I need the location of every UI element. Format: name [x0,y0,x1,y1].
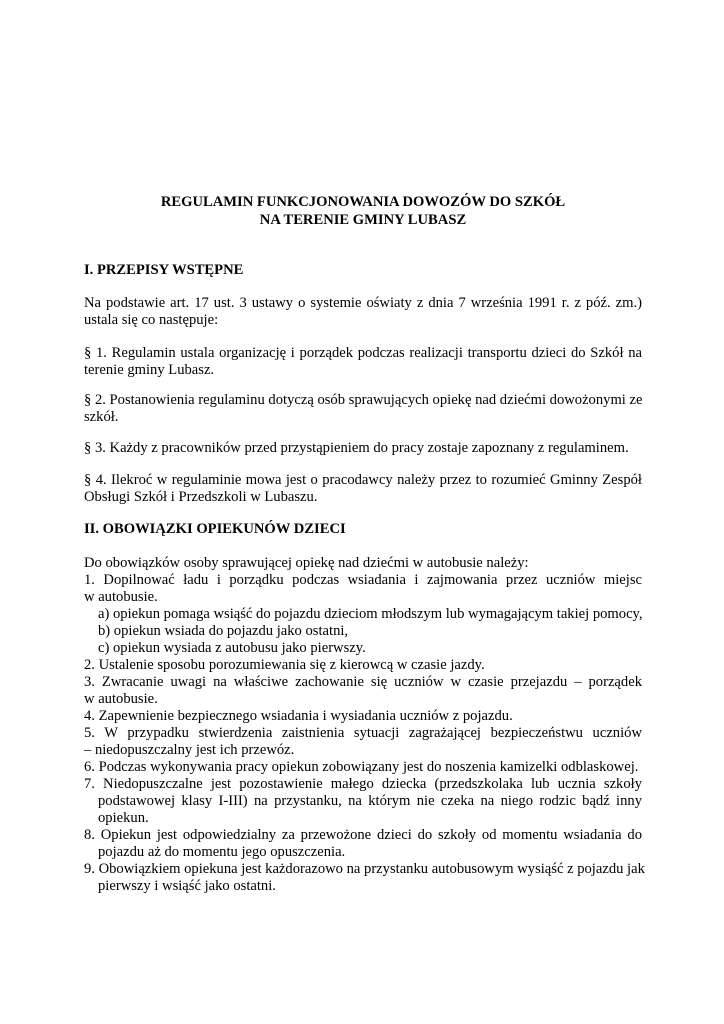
list-item-7-line-2: podstawowej klasy I-III) na przystanku, na którym nie czeka na niego rodzic bądź inny [98,793,642,809]
list-item-9-line-1: 9. Obowiązkiem opiekuna jest każdorazowo na przystanku autobusowym wysiąść z pojazdu jak [84,861,645,877]
document-title [84,193,642,229]
list-item-7-line-1: 7. Niedopuszczalne jest pozostawienie małego dziecka (przedszkolaka lub ucznia szkoły [84,776,642,792]
paragraph-1 [84,345,642,379]
list-item-1-line-2: w autobusie. [84,589,158,605]
list-item-5-line-2: – niedopuszczalny jest ich przewóz. [84,742,295,758]
list-subitem-b: b) opiekun wsiada do pojazdu jako ostatni, [98,623,349,639]
section-1-intro [84,295,642,329]
paragraph-2-line-1: § 2. Postanowienia regulaminu dotyczą osób sprawujących opiekę nad dziećmi dowożonymi ze [84,392,643,408]
paragraph-4-line-2: Obsługi Szkół i Przedszkoli w Lubaszu. [84,489,318,505]
list-item-9-line-2: pierwszy i wsiąść jako ostatni. [98,878,276,894]
list-subitem-c: c) opiekun wysiada z autobusu jako pierwszy. [98,640,366,656]
list-item-4: 4. Zapewnienie bezpiecznego wsiadania i wysiadania uczniów z pojazdu. [84,708,513,724]
paragraph-2 [84,392,642,426]
paragraph-2-line-2: szkół. [84,409,119,425]
section-2-heading: II. OBOWIĄZKI OPIEKUNÓW DZIECI [84,521,346,537]
list-item-2: 2. Ustalenie sposobu porozumiewania się z kierowcą w czasie jazdy. [84,657,485,673]
list-item-3-line-1: 3. Zwracanie uwagi na właściwe zachowanie się uczniów w czasie przejazdu – porządek [84,674,642,690]
paragraph-3-line-1: § 3. Każdy z pracowników przed przystąpieniem do pracy zostaje zapoznany z regulaminem. [84,440,629,456]
title-line-1: REGULAMIN FUNKCJONOWANIA DOWOZÓW DO SZKÓŁ [160,194,566,210]
document-page [84,0,645,1024]
paragraph-3 [84,440,642,457]
title-line-2: NA TERENIE GMINY LUBASZ [259,212,467,228]
section-1-heading: I. PRZEPISY WSTĘPNE [84,262,244,278]
list-item-8-line-2: pojazdu aż do momentu jego opuszczenia. [98,844,346,860]
intro-line-1: Na podstawie art. 17 ust. 3 ustawy o systemie oświaty z dnia 7 września 1991 r. z póź. zm.) [84,295,642,311]
paragraph-1-line-1: § 1. Regulamin ustala organizację i porządek podczas realizacji transportu dzieci do Szkół na [84,345,642,361]
list-item-8-line-1: 8. Opiekun jest odpowiedzialny za przewożone dzieci do szkoły od momentu wsiadania do [84,827,642,843]
paragraph-4 [84,472,642,506]
list-subitem-a: a) opiekun pomaga wsiąść do pojazdu dzieciom młodszym lub wymagającym takiej pomocy, [98,606,643,622]
list-item-1-line-1: 1. Dopilnować ładu i porządku podczas wsiadania i zajmowania przez uczniów miejsc [84,572,642,588]
list-item-6: 6. Podczas wykonywania pracy opiekun zobowiązany jest do noszenia kamizelki odblaskowej. [84,759,639,775]
list-item-7-line-3: opiekun. [98,810,149,826]
list-intro: Do obowiązków osoby sprawującej opiekę nad dziećmi w autobusie należy: [84,555,529,571]
section-2-list [84,555,645,895]
list-item-3-line-2: w autobusie. [84,691,158,707]
intro-line-2: ustala się co następuje: [84,312,219,328]
list-item-5-line-1: 5. W przypadku stwierdzenia zaistnienia sytuacji zagrażającej bezpieczeństwu uczniów [84,725,642,741]
paragraph-1-line-2: terenie gminy Lubasz. [84,362,215,378]
paragraph-4-line-1: § 4. Ilekroć w regulaminie mowa jest o pracodawcy należy przez to rozumieć Gminny Zespół [84,472,642,488]
